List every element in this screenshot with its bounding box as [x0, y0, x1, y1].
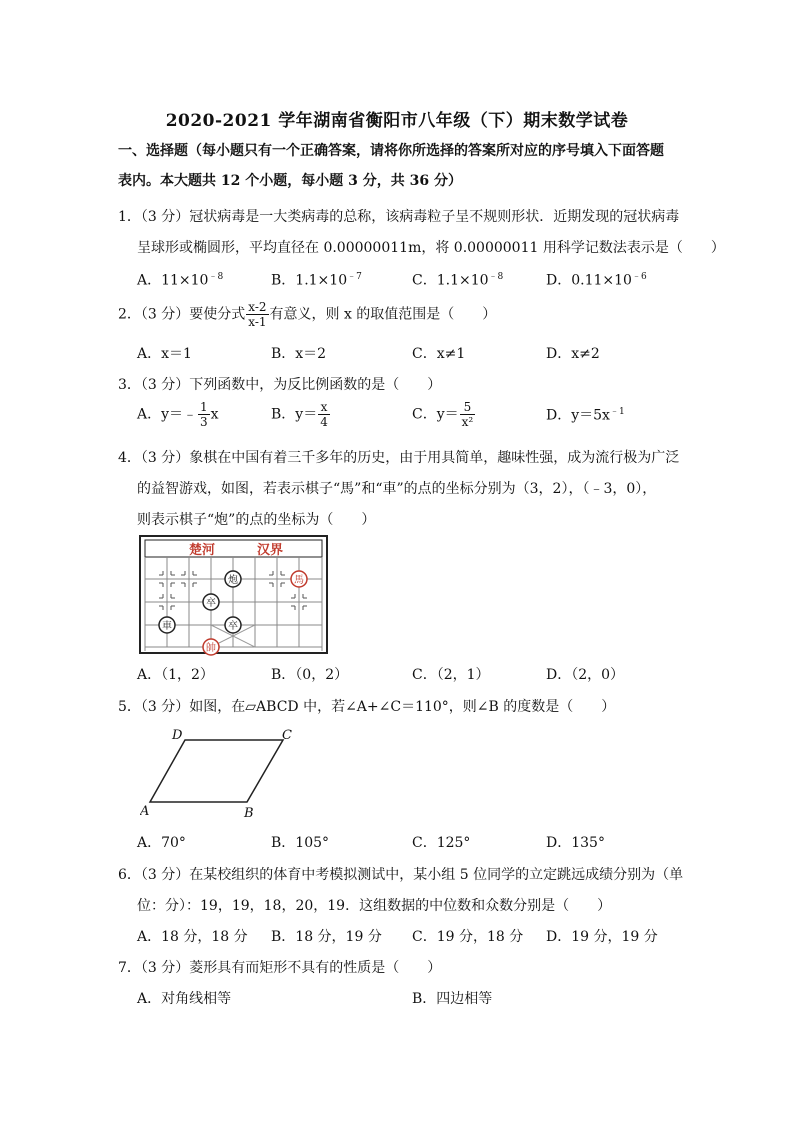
q6-line2: 位：分）：19，19，18，20，19．这组数据的中位数和众数分别是（ ）: [137, 898, 612, 914]
q3-stem: 3．（3 分）下列函数中，为反比例函数的是（ ）: [118, 377, 442, 393]
q4-line1: 4．（3 分）象棋在中国有着三千多年的历史，由于用具简单，趣味性强，成为流行极为广泛: [118, 450, 680, 466]
q5-option-b: B．105°: [271, 835, 330, 851]
q1-option-b: B．$1.1\times 10^{﹣7}$: [271, 272, 362, 289]
river-right-text: 汉界: [257, 543, 284, 558]
river-band: [145, 540, 322, 557]
piece-shuai-label: 帥: [206, 643, 216, 654]
q5-option-c: C．125°: [412, 835, 471, 851]
q6-line1: 6．（3 分）在某校组织的体育中考模拟测试中，某小组 5 位同学的立定跳远成绩分别为（单: [118, 867, 684, 883]
q4-line3: 则表示棋子“炮”的点的坐标为（ ）: [137, 512, 376, 528]
parallelogram-figure: [140, 725, 310, 820]
q2-fraction: $\frac{x-2}{x-1}$: [248, 300, 267, 329]
vertex-a-label: A: [140, 804, 150, 819]
q2-stem: 2．（3 分）要使分式 $\frac{x-2}{x-1}$ 有意义，则 x 的取值范围是（ ）: [118, 300, 497, 329]
q1-option-d: D．$0.11\times 10^{﹣6}$: [546, 272, 647, 289]
q5-option-d: D．135°: [546, 835, 605, 851]
q2-option-b: B．x＝2: [271, 346, 327, 362]
q7-stem: 7．（3 分）菱形具有而矩形不具有的性质是（ ）: [118, 960, 442, 976]
q1-option-c: C．$1.1\times 10^{﹣8}$: [412, 272, 504, 289]
q4-option-c: C．（2，1）: [412, 667, 490, 683]
piece-shuai: [203, 639, 219, 655]
piece-pao-label: 炮: [228, 575, 238, 586]
piece-che: [159, 617, 175, 633]
q7-option-a: A．对角线相等: [137, 991, 232, 1007]
q1-line2: 呈球形或椭圆形，平均直径在 0.00000011m，将 0.00000011 用科学记数法表示是（ ）: [137, 240, 725, 256]
q3-option-c: C．y＝ $\frac{5}{\text{x²}}$: [412, 400, 474, 429]
parallelogram-shape: [150, 740, 283, 802]
piece-zu-right-label: 卒: [228, 621, 238, 632]
q6-option-a: A．18 分，18 分: [137, 929, 248, 945]
page-title: 2020-2021 学年湖南省衡阳市八年级（下）期末数学试卷: [165, 111, 629, 131]
q1-line1: 1．（3 分）冠状病毒是一大类病毒的总称，该病毒粒子呈不规则形状．近期发现的冠状病毒: [118, 209, 680, 225]
q5-stem: 5．（3 分）如图，在▱ABCD 中，若∠A+∠C＝110°，则∠B 的度数是（ ）: [118, 699, 616, 715]
piece-ma: [291, 571, 307, 587]
q4-option-b: B．（0，2）: [271, 667, 349, 683]
q3-option-b: B．y＝ $\frac{x}{4}$: [271, 400, 328, 429]
q2-option-d: D．x≠2: [546, 346, 600, 362]
q4-option-d: D．（2，0）: [546, 667, 625, 683]
vertex-c-label: C: [282, 728, 292, 743]
piece-ma-label: 馬: [294, 575, 304, 586]
q4-line2: 的益智游戏，如图，若表示棋子“馬”和“車”的点的坐标分别为（3，2），（﹣3，0），: [137, 481, 657, 497]
q2-option-c: C．x≠1: [412, 346, 466, 362]
river-left-text: 楚河: [189, 543, 216, 558]
chess-board-figure: [139, 535, 329, 657]
q3-option-a: A．y＝﹣ $\frac{1}{3}$ x: [137, 400, 219, 429]
q6-option-d: D．19 分，19 分: [546, 929, 658, 945]
q3-option-d: D．$y=5x^{﹣1}$: [546, 407, 625, 424]
q1-option-a: A．$11\times 10^{﹣8}$: [137, 272, 224, 289]
q7-option-b: B．四边相等: [412, 991, 493, 1007]
piece-che-label: 車: [162, 621, 172, 632]
section-heading: [118, 136, 678, 196]
piece-zu-left-label: 卒: [206, 598, 216, 609]
q4-option-a: A．（1，2）: [137, 667, 214, 683]
vertex-d-label: D: [172, 728, 183, 743]
section-heading-line1: 一、选择题（每小题只有一个正确答案，请将你所选择的答案所对应的序号填入下面答题: [118, 143, 664, 159]
vertex-b-label: B: [244, 806, 254, 820]
piece-zu-left: [203, 594, 219, 610]
q6-option-c: C．19 分，18 分: [412, 929, 524, 945]
q5-option-a: A．70°: [137, 835, 186, 851]
piece-pao: [225, 571, 241, 587]
q6-option-b: B．18 分，19 分: [271, 929, 382, 945]
q2-option-a: A．x＝1: [137, 346, 192, 362]
section-heading-line2: 表内。本大题共 12 个小题，每小题 3 分，共 36 分）: [118, 173, 462, 189]
piece-zu-right: [225, 617, 241, 633]
